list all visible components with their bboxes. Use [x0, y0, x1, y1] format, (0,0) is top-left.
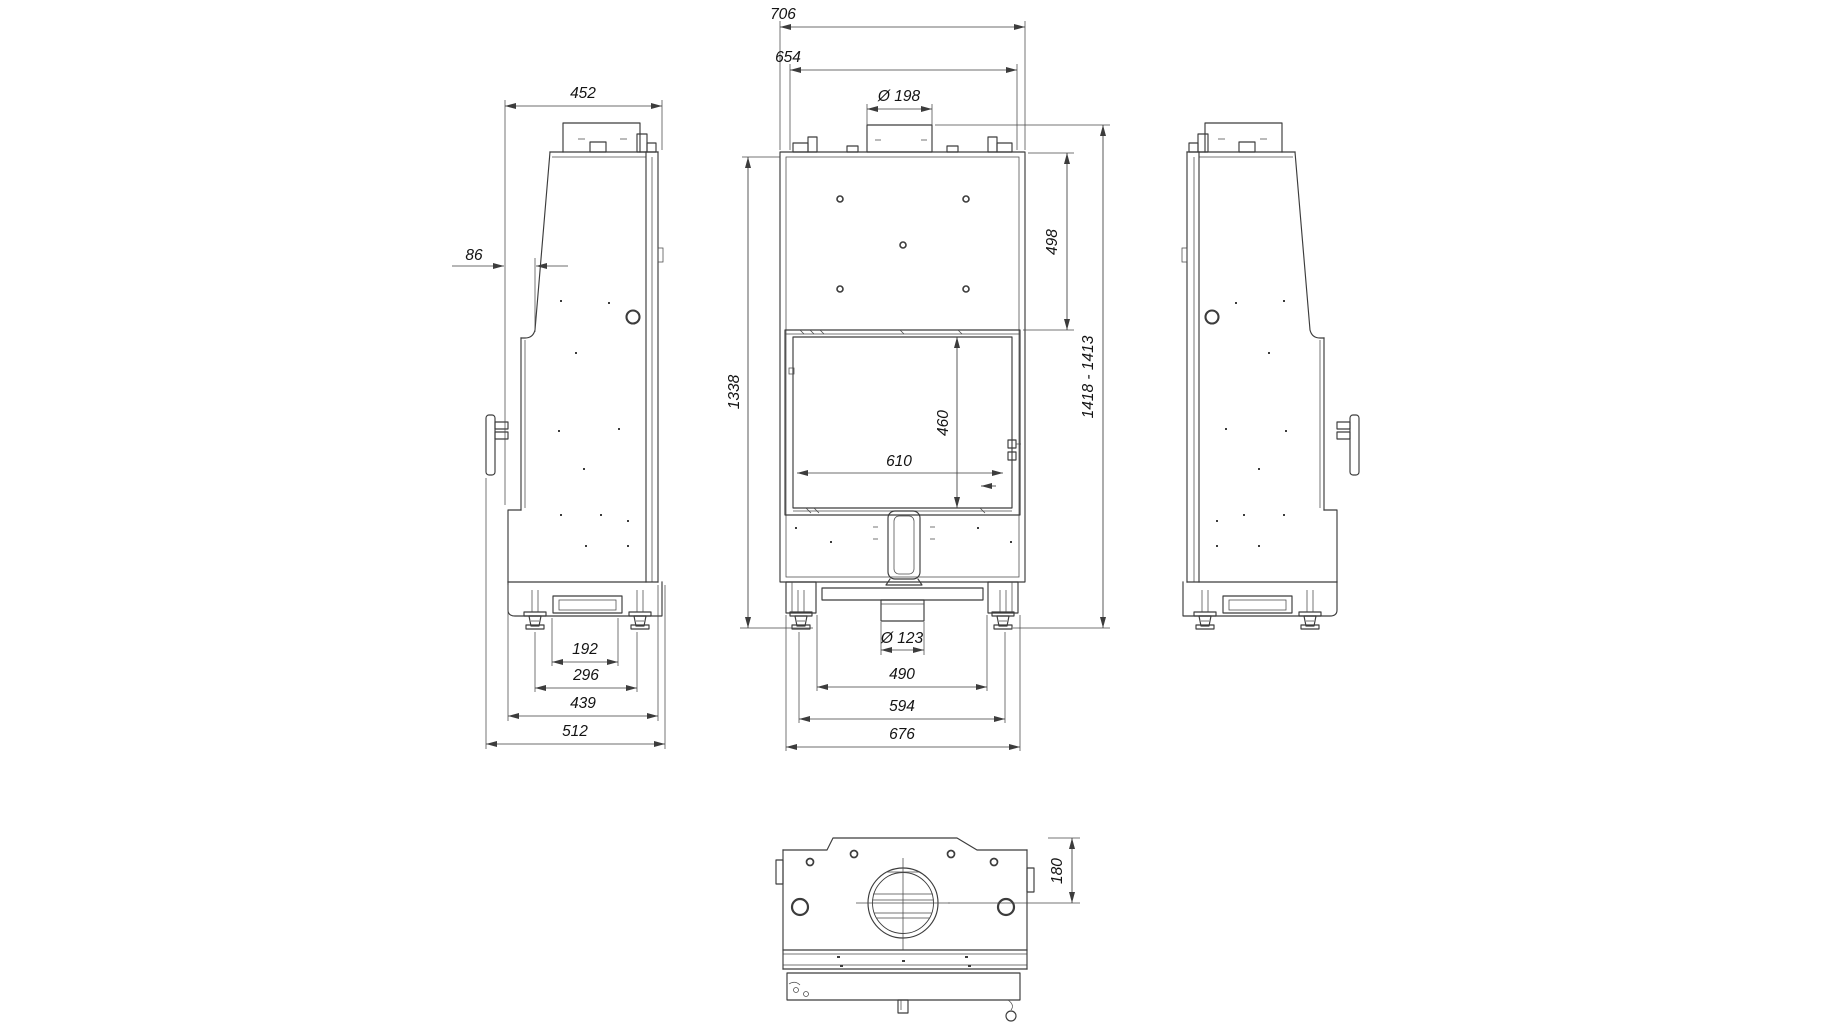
front-view-glass-door — [785, 330, 1021, 515]
dim-label-intake-diameter: Ø 123 — [880, 630, 924, 647]
front-view-base-and-feet — [786, 582, 1018, 629]
left-view-base-and-feet — [508, 582, 662, 629]
dim-label-86: 86 — [465, 247, 483, 264]
dimension-452 — [505, 85, 662, 505]
right-view-outline — [1187, 134, 1337, 582]
front-view-top-fittings — [793, 125, 1012, 152]
flue-spigot — [867, 125, 932, 152]
dim-label-498: 498 — [1044, 229, 1061, 255]
dimension-1418-1413 — [935, 125, 1110, 628]
dim-label-654: 654 — [775, 49, 801, 66]
right-view-door-handle — [1337, 415, 1359, 475]
dimension-490 — [817, 615, 987, 691]
top-view — [776, 838, 1080, 1021]
dim-label-706: 706 — [770, 6, 796, 23]
latch-slot — [888, 511, 920, 579]
dim-label-676: 676 — [889, 726, 915, 743]
dim-label-439: 439 — [570, 695, 596, 712]
front-view — [726, 6, 1110, 751]
right-view-base-and-feet — [1183, 582, 1337, 629]
left-view-panel-details — [558, 248, 663, 547]
top-view-front-bar — [787, 973, 1020, 1021]
dimension-498 — [1023, 153, 1074, 330]
dimension-1338 — [726, 157, 813, 628]
pull-ring — [1006, 1011, 1016, 1021]
top-view-flue-opening — [856, 858, 950, 950]
dim-label-296: 296 — [573, 667, 599, 684]
dim-label-594: 594 — [889, 698, 915, 715]
dim-label-180: 180 — [1049, 858, 1066, 884]
left-side-view — [452, 85, 665, 749]
dimension-flue-198 — [867, 88, 932, 125]
dimension-610 — [797, 453, 1003, 473]
right-view-panel-details — [1182, 248, 1287, 547]
left-view-flue-collar — [563, 123, 640, 152]
dim-label-flue-diameter: Ø 198 — [877, 88, 921, 105]
right-view-flue-collar — [1205, 123, 1282, 152]
dim-label-1338: 1338 — [726, 374, 743, 410]
dim-label-192: 192 — [572, 641, 598, 658]
front-view-lower-panel — [795, 511, 1012, 585]
dimension-intake-123 — [880, 622, 924, 655]
right-side-view — [1182, 123, 1359, 629]
dim-label-460: 460 — [935, 410, 952, 436]
dim-label-490: 490 — [889, 666, 915, 683]
dimension-180 — [948, 838, 1080, 903]
dim-label-610: 610 — [886, 453, 912, 470]
dim-label-overall-height: 1418 - 1413 — [1080, 335, 1097, 419]
dimension-192 — [552, 618, 618, 666]
air-intake-duct — [881, 600, 924, 621]
left-view-outline — [508, 134, 658, 582]
dim-label-512: 512 — [562, 723, 588, 740]
dimension-706 — [770, 6, 1025, 150]
dim-label-452: 452 — [570, 85, 596, 102]
front-view-screw-holes — [837, 196, 969, 292]
top-view-outline — [776, 838, 1034, 969]
front-view-outline — [780, 152, 1025, 582]
dimension-460 — [935, 337, 996, 508]
dimension-86 — [452, 247, 568, 332]
